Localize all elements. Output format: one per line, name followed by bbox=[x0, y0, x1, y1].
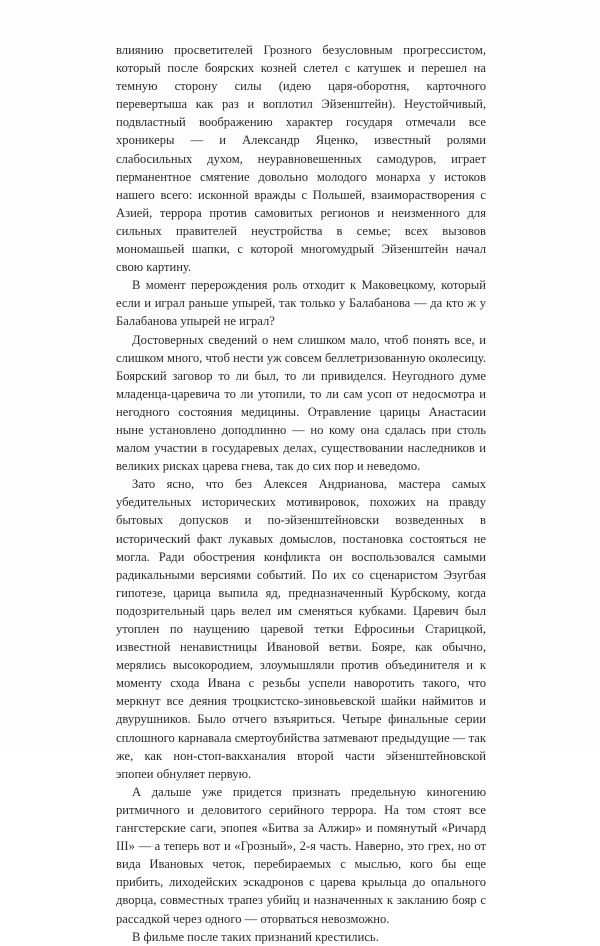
paragraph: Достоверных сведений о нем слишком мало, чтоб понять все, и слишком много, чтоб нести уж совсем беллетризованную околесицу. Боярский заговор то ли был, то ли привиделся. Неугодного думе младенца-царевича то ли утопили, то ли сам усоп от недосмотра и негодного состояния медицины. Отравление царицы Анастасии ныне установлено доподлинно — но кому она сдалась при столь малом участии в государевых делах, существовании наследников и великих рисках царева гнева, так до сих пор и неведомо. bbox=[116, 332, 486, 474]
paragraph: Зато ясно, что без Алексея Андрианова, мастера самых убедительных исторических мотивировок, похожих на правду бытовых допусков и по-эйзенштейновски возведенных в исторический факт лукавых домыслов, постановка состояться не могла. Ради обострения конфликта он воспользовался самыми радикальными версиями событий. По их со сценаристом Эзугбая гипотезе, царица выпила яд, предназначенный Курбскому, когда подозрительный царь велел им сменяться кубками. Царевич был утоплен по наущению царевой тетки Ефросиньи Старицкой, известной ненавистницы Ивановой ветви. Бояре, как обычно, мерялись высокородием, злоумышляли против объединителя и к моменту схода Ивана с резьбы успели наворотить такого, что меркнут все деяния троцкистско-зиновьевской шайки наймитов и двурушников. Было отчего взъяриться. Четыре финальные серии сплошного карнавала смертоубийства затмевают предыдущие — так же, как нон-стоп-вакханалия второй части эйзенштейновской эпопеи обнуляет первую. bbox=[116, 477, 486, 781]
paragraph: В момент перерождения роль отходит к Маковецкому, который если и играл раньше упырей, так только у Балабанова — да кто ж у Балабанова упырей не играл? bbox=[116, 278, 486, 329]
paragraph: А дальше уже придется признать предельную киногению ритмичного и деловитого серийного террора. На том стоят все гангстерские саги, эпопея «Битва за Алжир» и помянутый «Ричард III» — а теперь вот и «Грозный», 2-я часть. Наверно, это грех, но от вида Ивановых четок, перебираемых с мыслью, кого бы еще прибить, лиходейских эскадронов с царева крыльца до опального дворца, совместных трапез убийц и назначенных к закланию бояр с рассадкой через одного — оторваться невозможно. bbox=[116, 784, 486, 926]
paragraph-final: В фильме после таких признаний крестились. bbox=[132, 929, 379, 944]
body-text bbox=[116, 41, 486, 946]
paragraph-continued: влиянию просветителей Грозного безусловным прогрессистом, который после боярских козней слетел с катушек и перешел на темную сторону силы (идею царя-оборотня, карточного перевертыша как раз и воплотил Эйзенштейн). Неустойчивый, подвластный воображению характер государя отмечали все хроникеры — и Александр Яценко, известный ролями слабосильных духом, неуравновешенных самодуров, играет перманентное смятение довольно молодого монарха у истоков нашего всего: исконной вражды с Польшей, взаиморастворения с Азией, террора против самовитых регионов и неизменного для сильных правителей неустройства в семье; всех вызовов мономашьей шапки, с которой многомудрый Эйзенштейн начал свою картину. bbox=[116, 43, 486, 275]
